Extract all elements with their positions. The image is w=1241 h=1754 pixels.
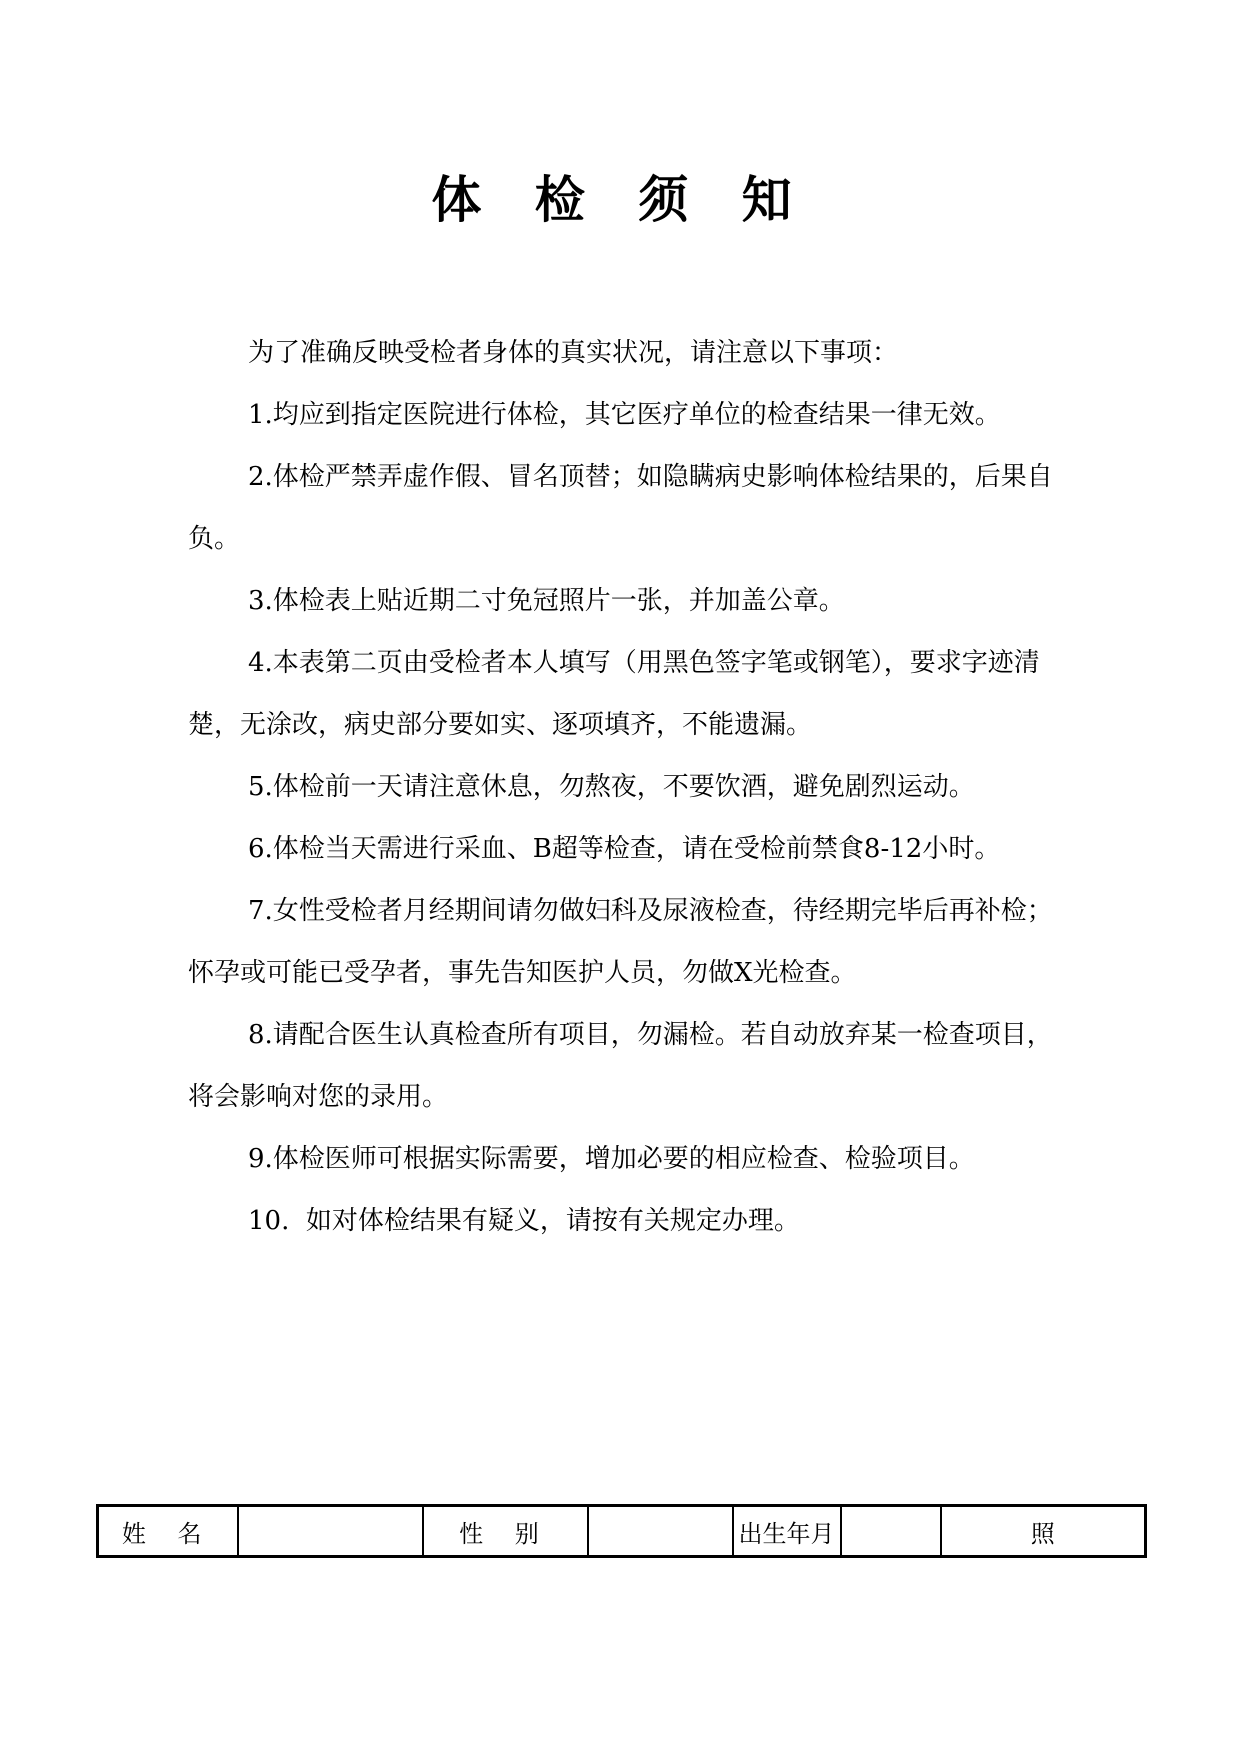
notice-item: 4.本表第二页由受检者本人填写（用黑色签字笔或钢笔），要求字迹清楚，无涂改，病史部分要如实、逐项填齐，不能遗漏。 [188,648,1040,740]
gender-field[interactable] [588,1506,733,1557]
gender-label: 性 别 [423,1506,588,1557]
notice-item: 9.体检医师可根据实际需要，增加必要的相应检查、检验项目。 [248,1144,975,1174]
table-row [98,1506,1146,1557]
document-title: 体 检 须 知 [431,171,810,229]
photo-label: 照 [941,1506,1146,1557]
notice-body [188,322,1068,1252]
notice-item: 5.体检前一天请注意休息，勿熬夜，不要饮酒，避免剧烈运动。 [248,772,975,802]
birth-date-label: 出生年月 [733,1506,841,1557]
personal-info-table [96,1504,1147,1558]
notice-item: 1.均应到指定医院进行体检，其它医疗单位的检查结果一律无效。 [248,400,1001,430]
notice-item: 8.请配合医生认真检查所有项目，勿漏检。若自动放弃某一检查项目，将会影响对您的录用。 [188,1020,1053,1112]
notice-item: 2.体检严禁弄虚作假、冒名顶替；如隐瞒病史影响体检结果的，后果自负。 [188,462,1053,554]
birth-date-field[interactable] [841,1506,941,1557]
notice-item: 3.体检表上贴近期二寸免冠照片一张，并加盖公章。 [248,586,845,616]
intro-paragraph: 为了准确反映受检者身体的真实状况，请注意以下事项： [248,338,899,368]
notice-item: 10. 如对体检结果有疑义，请按有关规定办理。 [248,1206,800,1236]
name-label: 姓 名 [98,1506,238,1557]
notice-item: 6.体检当天需进行采血、B超等检查，请在受检前禁食8-12小时。 [248,834,1001,864]
name-field[interactable] [238,1506,423,1557]
notice-item: 7.女性受检者月经期间请勿做妇科及尿液检查，待经期完毕后再补检；怀孕或可能已受孕者，事先告知医护人员，勿做X光检查。 [188,896,1053,988]
